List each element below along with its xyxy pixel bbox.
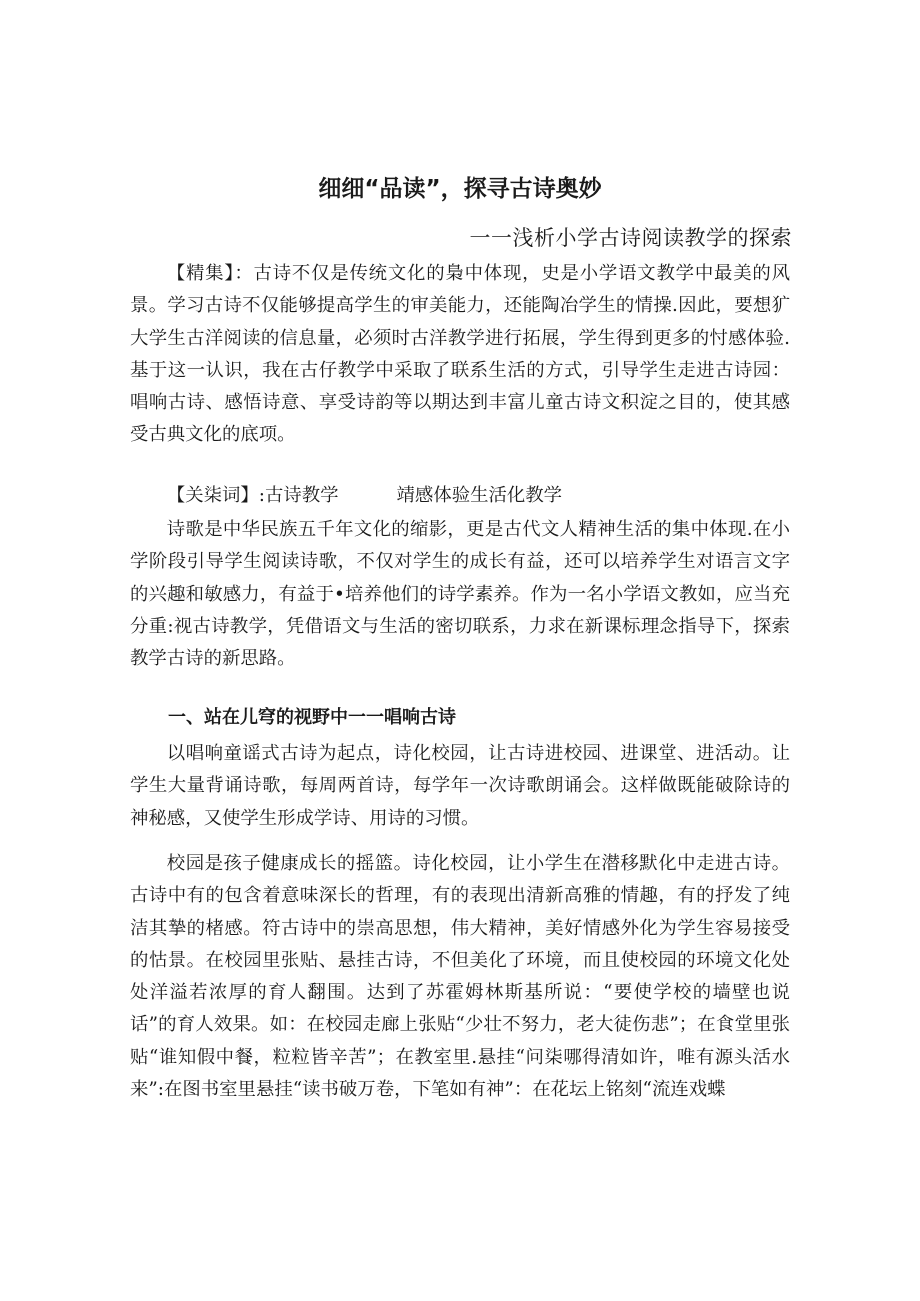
section-1-paragraph-2: 校园是孩子健康成长的摇篮。诗化校园，让小学生在潜移默化中走进古诗。古诗中有的包含着意味深长的哲理，有的表现出清新高雅的情趣，有的抒发了纯洁其摯的楮感。符古诗中的崇高思想，伟大精神，美好情感外化为学生容易接受的怙景。在校园里张贴、悬挂古诗，不但美化了环境，而且使校园的环境文化处处洋溢若浓厚的育人翻围。达到了苏霍姆林斯基所说：“要使学校的墙壁也说话”的育人效果。如：在校园走廊上张贴“少壮不努力，老大徒伤悲”；在食堂里张贴“谁知假中餐，粒粒皆辛苦”；在教室里.悬挂“问柒哪得清如许，唯有源头活水来”:在图书室里悬挂“读书破万卷，下笔如有神”：在花坛上铭刻“流连戏蝶 [130,853,790,1101]
keywords-label: 【关柒词】: [166,485,265,506]
document-title: 细细“品读”，探寻古诗奥妙 [318,176,602,202]
section-1-heading: 一、站在儿穹的视野中一一唱响古诗 [168,707,456,728]
document-subtitle: 一一浅析小学古诗阅读教学的探索 [469,226,792,250]
abstract-paragraph: 【精集】：古诗不仅是传统文化的梟中体现，史是小学语文教学中最美的风景。学习古诗不仅能够提高学生的审美能力，还能陶冶学生的情操.因此，要想犷大学生古洋阅读的信息量，必须时古洋教学进行拓展，学生得到更多的忖感体验.基于这一认识，我在古仔教学中采取了联系生活的方式，引导学生走进古诗园：唱响古诗、感悟诗意、享受诗韵等以期达到丰富儿童古诗文积淀之目的，使其感受古典文化的底项。 [130,263,790,446]
keyword-1: 古诗教学 [264,485,339,506]
keyword-2: 靖感体验生活化教学 [396,485,563,506]
intro-paragraph: 诗歌是中华民族五千年文化的缩影，更是古代文人精神生活的集中体现.在小学阶段引导学生阅读诗歌，不仅对学生的成长有益，还可以培养学生对语言文字的兴趣和敏感力，有益于•培养他们的诗学素养。作为一名小学语文教如，应当充分重:视古诗教学，凭借语文与生活的密切联系，力求在新课标理念指导下，探索教学古诗的新思路。 [130,519,790,670]
section-1-paragraph-1: 以唱响童谣式古诗为起点，诗化校园，让古诗进校园、进课堂、进活动。让学生大量背诵诗歌，每周两首诗，每学年一次诗歌朗诵会。这样做既能破除诗的神秘感，又使学生形成学诗、用诗的习惯。 [130,743,790,829]
keywords-line [130,480,790,512]
